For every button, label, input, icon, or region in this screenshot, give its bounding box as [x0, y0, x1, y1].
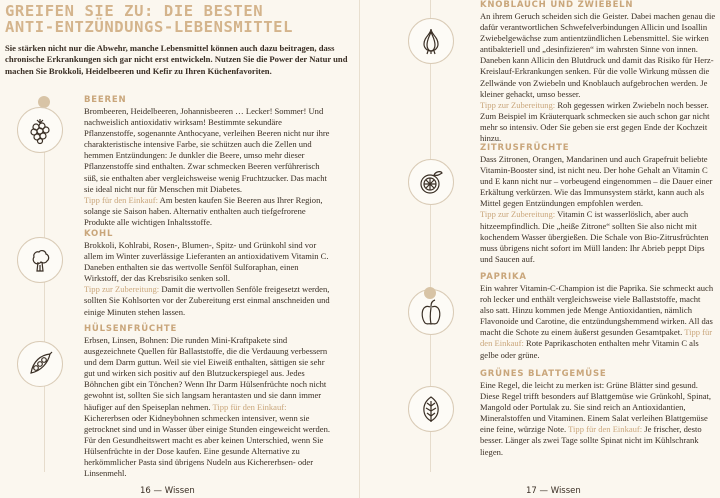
section-body: Dass Zitronen, Orangen, Mandarinen und auch Grapefruit beliebte Vitamin-Booster sind, ist nicht neu. Der hohe Gehalt an Vitamin C und E kann nicht nur – vorbeugend eingenommen – die Dauer einer Erkältung verkürzen. Wie das Immunsystem stärkt, kann auch als Mittel gegen Entzündungen empfohlen werden. — [480, 154, 713, 209]
timeline-line — [44, 100, 45, 472]
pea-pod-icon — [17, 341, 63, 387]
tip-label: Tipp zur Zubereitung: — [480, 209, 556, 220]
tip-text: Damit die wertvollen Senföle freigesetzt werden, sollten Sie Kohlsorten vor der Zubereitung erst einmal anschneiden und einige Minuten stehen lassen. — [84, 284, 330, 317]
tip-label: Tipp für den Einkauf: — [480, 327, 713, 349]
tip-label: Tipp zur Zubereitung: — [84, 284, 160, 295]
section-heading: HÜLSENFRÜCHTE — [84, 324, 178, 334]
section-heading: ZITRUSFRÜCHTE — [480, 143, 570, 153]
right-page — [360, 0, 720, 498]
citrus-icon — [408, 159, 454, 205]
page-number-right: 17 — Wissen — [526, 486, 581, 496]
tip-label: Tipp für den Einkauf: — [568, 424, 643, 435]
tip-text: Je frischer, desto besser. Länger als zwei Tage sollte Spinat nicht im Kühlschrank liegen. — [480, 424, 702, 457]
section-heading: KOHL — [84, 229, 114, 239]
section-huelsenfruechte — [84, 324, 332, 479]
section-gruenes-blattgemuese — [480, 369, 716, 458]
section-body: Brombeeren, Heidelbeeren, Johannisbeeren … Lecker! Sommer! Und nachweislich antioxidativ wirksam! Bestimmte sekundäre Pflanzenstoffe, sogenannte Anthocyane, verleihen Beeren nicht nur ihre charakteristische intensive Farbe, sie schützen auch die Zellen und hemmen Entzündungen: Je dunkler die Beere, umso mehr dieser Pflanzenstoffe sind enthalten. Zwar schmecken Beeren verführerisch süß, sie enthalten aber vergleichsweise wenig Fruchtzucker. Das macht sie ideal nicht nur für Menschen mit Diabetes. — [84, 106, 330, 194]
title-line-1: GREIFEN SIE ZU: DIE BESTEN — [5, 2, 264, 20]
section-body: An ihrem Geruch scheiden sich die Geister. Dabei machen genau die dafür verantwortlichen Schwefelverbindungen Allicin und Isoallin Zwiebelgewächse zum antientzündlichen Lebensmittel. Sie wirken antibakteriell und „desinfizieren“ im wahrsten Sinne von innen. Daneben kann Allicin den Blutdruck und damit das Risiko für Herz-Kreislauf-Erkrankungen senken. Für die volle Wirkung müssen die Zellwände von Zwiebeln und Knoblauch aufgebrochen werden. Je kleiner gehackt, umso besser. — [480, 11, 716, 99]
section-heading: KNOBLAUCH UND ZWIEBELN — [480, 0, 634, 10]
title-line-2: ANTI-ENTZÜNDUNGS-LEBENSMITTEL — [5, 18, 294, 36]
section-zitrusfruechte — [480, 143, 716, 265]
section-knoblauch-zwiebeln — [480, 0, 716, 144]
section-kohl — [84, 229, 332, 318]
section-beeren — [84, 95, 332, 228]
section-heading: PAPRIKA — [480, 272, 527, 282]
page-number-left: 16 — Wissen — [140, 486, 195, 496]
broccoli-icon — [17, 237, 63, 283]
page-title — [5, 3, 293, 35]
spinach-leaf-icon — [408, 386, 454, 432]
tip-label: Tipp für den Einkauf: — [84, 194, 158, 205]
section-body: Eine Regel, die leicht zu merken ist: Grüne Blätter sind gesund. Diese Regel trifft besonders auf Blattgemüse wie Grünkohl, Spinat, Mangold oder Portulak zu. Sie sind reich an Antioxidantien, Mineralstoffen und Vitaminen. Einem Salat verleihen Blattgemüse eine feine, würzige Note. — [480, 380, 712, 435]
section-body: Erbsen, Linsen, Bohnen: Die runden Mini-Kraftpakete sind ausgezeichnete Quellen für Ballaststoffe, die die Verdauung verbessern und dem Darm guttun. Weil sie viel Eiweiß enthalten, sättigen sie sehr gut und wirken sich positiv auf den Blutzuckerspiegel aus. Jedes Böhnchen gibt ein Tönchen? Wenn Ihr Darm Hülsenfrüchte noch nicht gewohnt ist, sollten Sie sich langsam herantasten und sie dann immer häufiger auf den Speiseplan nehmen. — [84, 335, 328, 412]
tip-label: Tipp zur Zubereitung: — [480, 99, 556, 110]
tip-text: Kichererbsen oder Kidneybohnen schmecken intensiver, wenn sie getrocknet sind und in Wasser über einige Stunden eingeweicht werden. Für den Gesundheitswert macht es aber keinen Unterschied, wenn Sie Hülsenfrüchte in der Dose kaufen. Eine gesunde Alternative zu herkömmlicher Pasta sind übrigens Nudeln aus Kichererbsen- oder Linsenmehl. — [84, 412, 330, 479]
tip-text: Am besten kaufen Sie Beeren aus Ihrer Region, solange sie Saison haben. Alternativ enthalten auch tiefgefrorene Produkte alle wichtigen Inhaltsstoffe. — [84, 194, 323, 227]
tip-text: Roh gegessen wirken Zwiebeln noch besser. Zum Beispiel im Kräuterquark schmecken sie auch schon gar nicht mehr so intensiv. Oder Sie geben sie erst gegen Ende der Kochzeit hinzu. — [480, 99, 710, 144]
section-paprika — [480, 272, 716, 361]
onion-icon — [408, 18, 454, 64]
tip-text: Rote Paprikaschoten enthalten mehr Vitamin C als gelbe oder grüne. — [480, 338, 699, 360]
section-heading: BEEREN — [84, 95, 127, 105]
tip-label: Tipp für den Einkauf: — [212, 401, 287, 412]
tip-text: Vitamin C ist wasserlöslich, aber auch hitzeempfindlich. Die „heiße Zitrone“ sollten Sie also nicht mit kochendem Wasser übergießen. Die Schale von Bio-Zitrusfrüchten muss übrigens nicht sofort im Müll landen: Ihr Abrieb peppt Dips und Saucen auf. — [480, 209, 709, 264]
section-body: Brokkoli, Kohlrabi, Rosen-, Blumen-, Spitz- und Grünkohl sind vor allem im Winter zuverlässige Lieferanten an antioxidativem Vitamin C. Daneben enthalten sie das wertvolle Senföl Sulforaphan, einen Wirkstoff, der das Krebsrisiko senken soll. — [84, 240, 329, 284]
intro-paragraph: Sie stärken nicht nur die Abwehr, manche Lebensmittel können auch dazu beitragen, dass chronische Erkrankungen sich gar nicht erst entwickeln. Nutzen Sie die Power der Natur und machen Sie Brokkoli, Heidelbeeren und Kefir zu Ihren Küchenfavoriten. — [5, 43, 348, 76]
section-heading: GRÜNES BLATTGEMÜSE — [480, 369, 607, 379]
timeline-dot — [424, 287, 436, 299]
section-body: Ein wahrer Vitamin-C-Champion ist die Paprika. Sie schmeckt auch roh lecker und enthält vergleichsweise viele Ballaststoffe, macht also satt. Hinzu kommen jede Menge Antioxidantien, nämlich Flavonoide und Carotine, die entzündungshemmend wirken. All das macht die Schote zu einem äußerst gesunden Gesamtpaket. — [480, 283, 714, 338]
raspberry-icon — [17, 107, 63, 153]
